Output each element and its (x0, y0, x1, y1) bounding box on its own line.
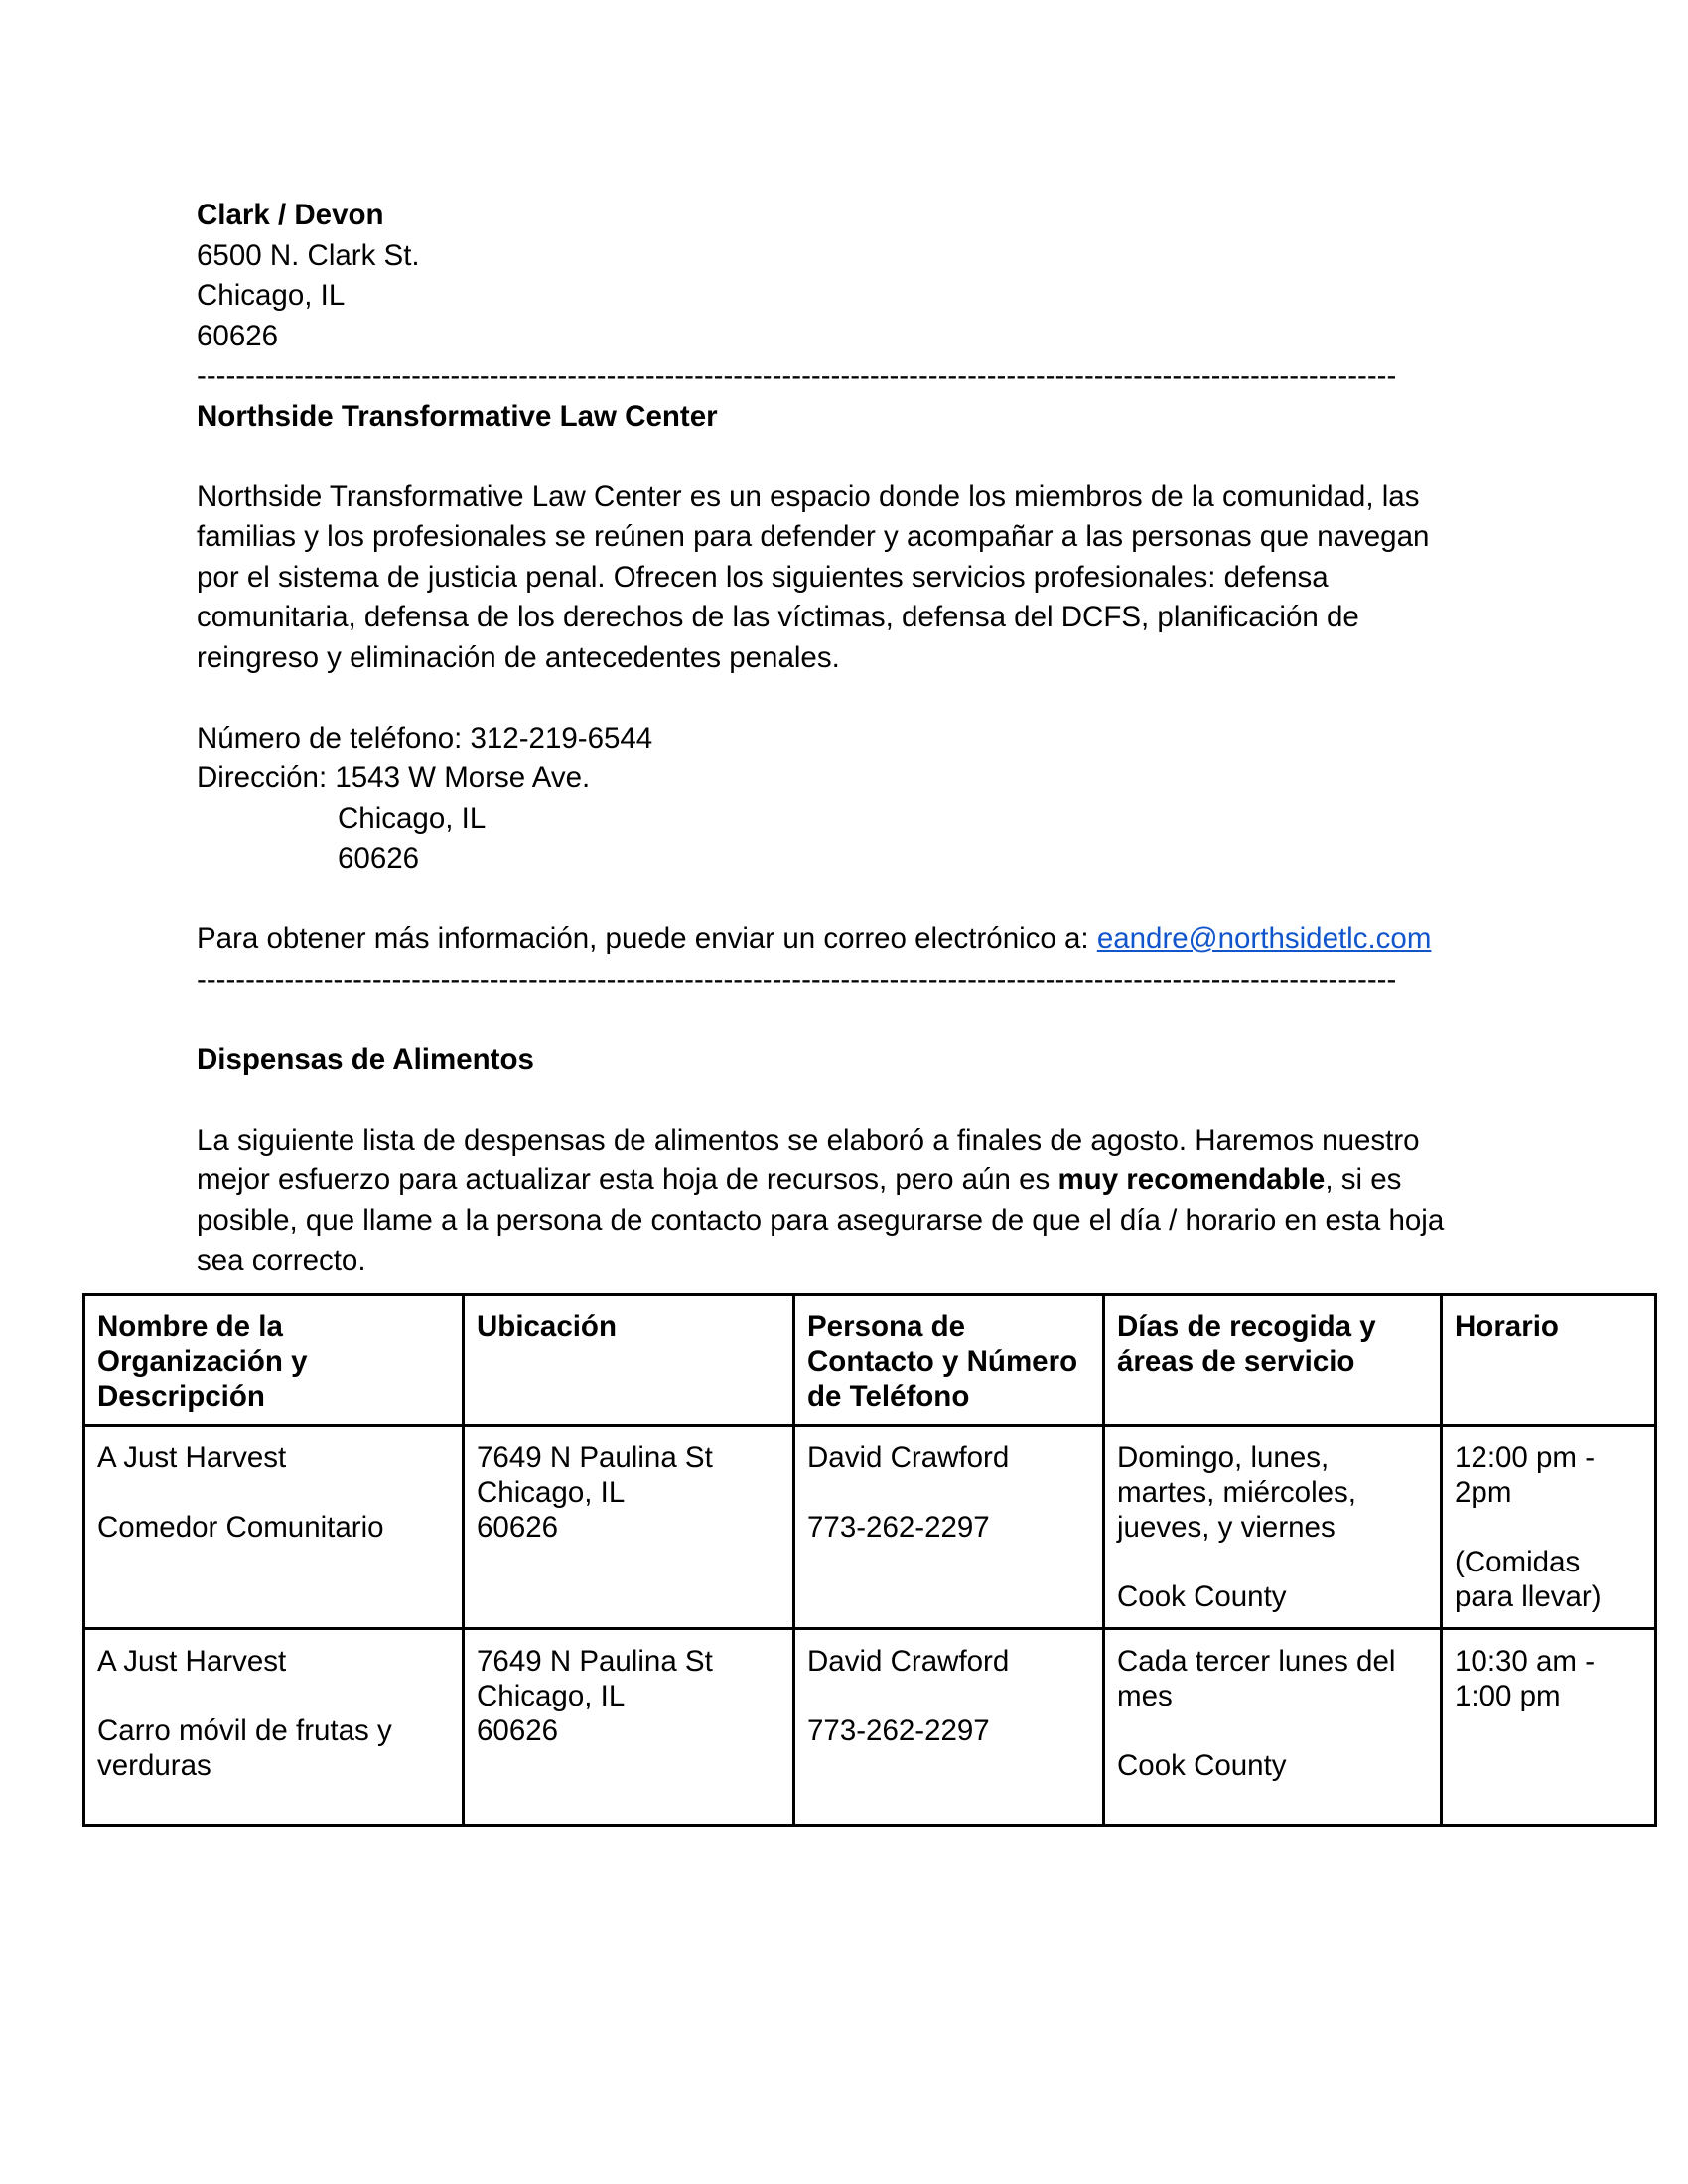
table-row (84, 1426, 1656, 1629)
cell-organization: A Just Harvest Comedor Comunitario (84, 1426, 464, 1629)
document-body (197, 196, 1477, 1282)
separator-line: --------------------------------------------------------------------------------------------------------------------------- (197, 359, 1397, 392)
header-hours: Horario (1442, 1295, 1656, 1426)
law-center-phone: Número de teléfono: 312-219-6544 (197, 721, 653, 754)
law-center-address: Dirección: 1543 W Morse Ave. (197, 761, 591, 794)
clark-devon-city: Chicago, IL (197, 279, 346, 312)
food-pantries-intro: La siguiente lista de despensas de alimentos se elaboró a finales de agosto. Haremos nuestro mejor esfuerzo para actualizar esta hoja de recursos, pero aún es muy recomendable, si es posible, que llame a la persona de contacto para asegurarse de que el día / horario en esta hoja sea correcto. (197, 1123, 1445, 1277)
law-center-title: Northside Transformative Law Center (197, 399, 718, 433)
header-organization: Nombre de la Organización y Descripción (84, 1295, 464, 1426)
cell-organization: A Just Harvest Carro móvil de frutas y verduras (84, 1629, 464, 1826)
cell-days: Cada tercer lunes del mes Cook County (1104, 1629, 1442, 1826)
cell-days: Domingo, lunes, martes, miércoles, jueves, y viernes Cook County (1104, 1426, 1442, 1629)
cell-hours: 10:30 am - 1:00 pm (1442, 1629, 1656, 1826)
law-center-email-line (197, 919, 1477, 960)
cell-hours: 12:00 pm - 2pm (Comidas para llevar) (1442, 1426, 1656, 1629)
clark-devon-title: Clark / Devon (197, 199, 384, 231)
law-center-address-zip: 60626 (338, 842, 420, 875)
table-header-row (84, 1295, 1656, 1426)
cell-location: 7649 N Paulina St Chicago, IL 60626 (464, 1426, 794, 1629)
food-pantries-title: Dispensas de Alimentos (197, 1042, 534, 1076)
law-center-description: Northside Transformative Law Center es un espacio donde los miembros de la comunidad, las familias y los profesionales se reúnen para defender y acompañar a las personas que navegan por el sistema de justicia penal. Ofrecen los siguientes servicios profesionales: defensa comunitaria, defensa de los derechos de las víctimas, defensa del DCFS, planificación de reingreso y eliminación de antecedentes penales. (197, 479, 1430, 674)
separator-line: --------------------------------------------------------------------------------------------------------------------------- (197, 962, 1397, 996)
header-days: Días de recogida y áreas de servicio (1104, 1295, 1442, 1426)
email-prefix: Para obtener más información, puede enviar un correo electrónico a: (197, 922, 1097, 955)
cell-location: 7649 N Paulina St Chicago, IL 60626 (464, 1629, 794, 1826)
table-row (84, 1629, 1656, 1826)
header-contact: Persona de Contacto y Número de Teléfono (794, 1295, 1104, 1426)
clark-devon-street: 6500 N. Clark St. (197, 238, 420, 272)
law-center-address-city: Chicago, IL (338, 801, 487, 835)
cell-contact: David Crawford 773-262-2297 (794, 1426, 1104, 1629)
clark-devon-zip: 60626 (197, 319, 279, 352)
cell-contact: David Crawford 773-262-2297 (794, 1629, 1104, 1826)
header-location: Ubicación (464, 1295, 794, 1426)
emphasis-text: muy recomendable (1057, 1163, 1326, 1196)
food-pantry-table (82, 1293, 1657, 1827)
email-link[interactable]: eandre@northsidetlc.com (1096, 922, 1432, 955)
